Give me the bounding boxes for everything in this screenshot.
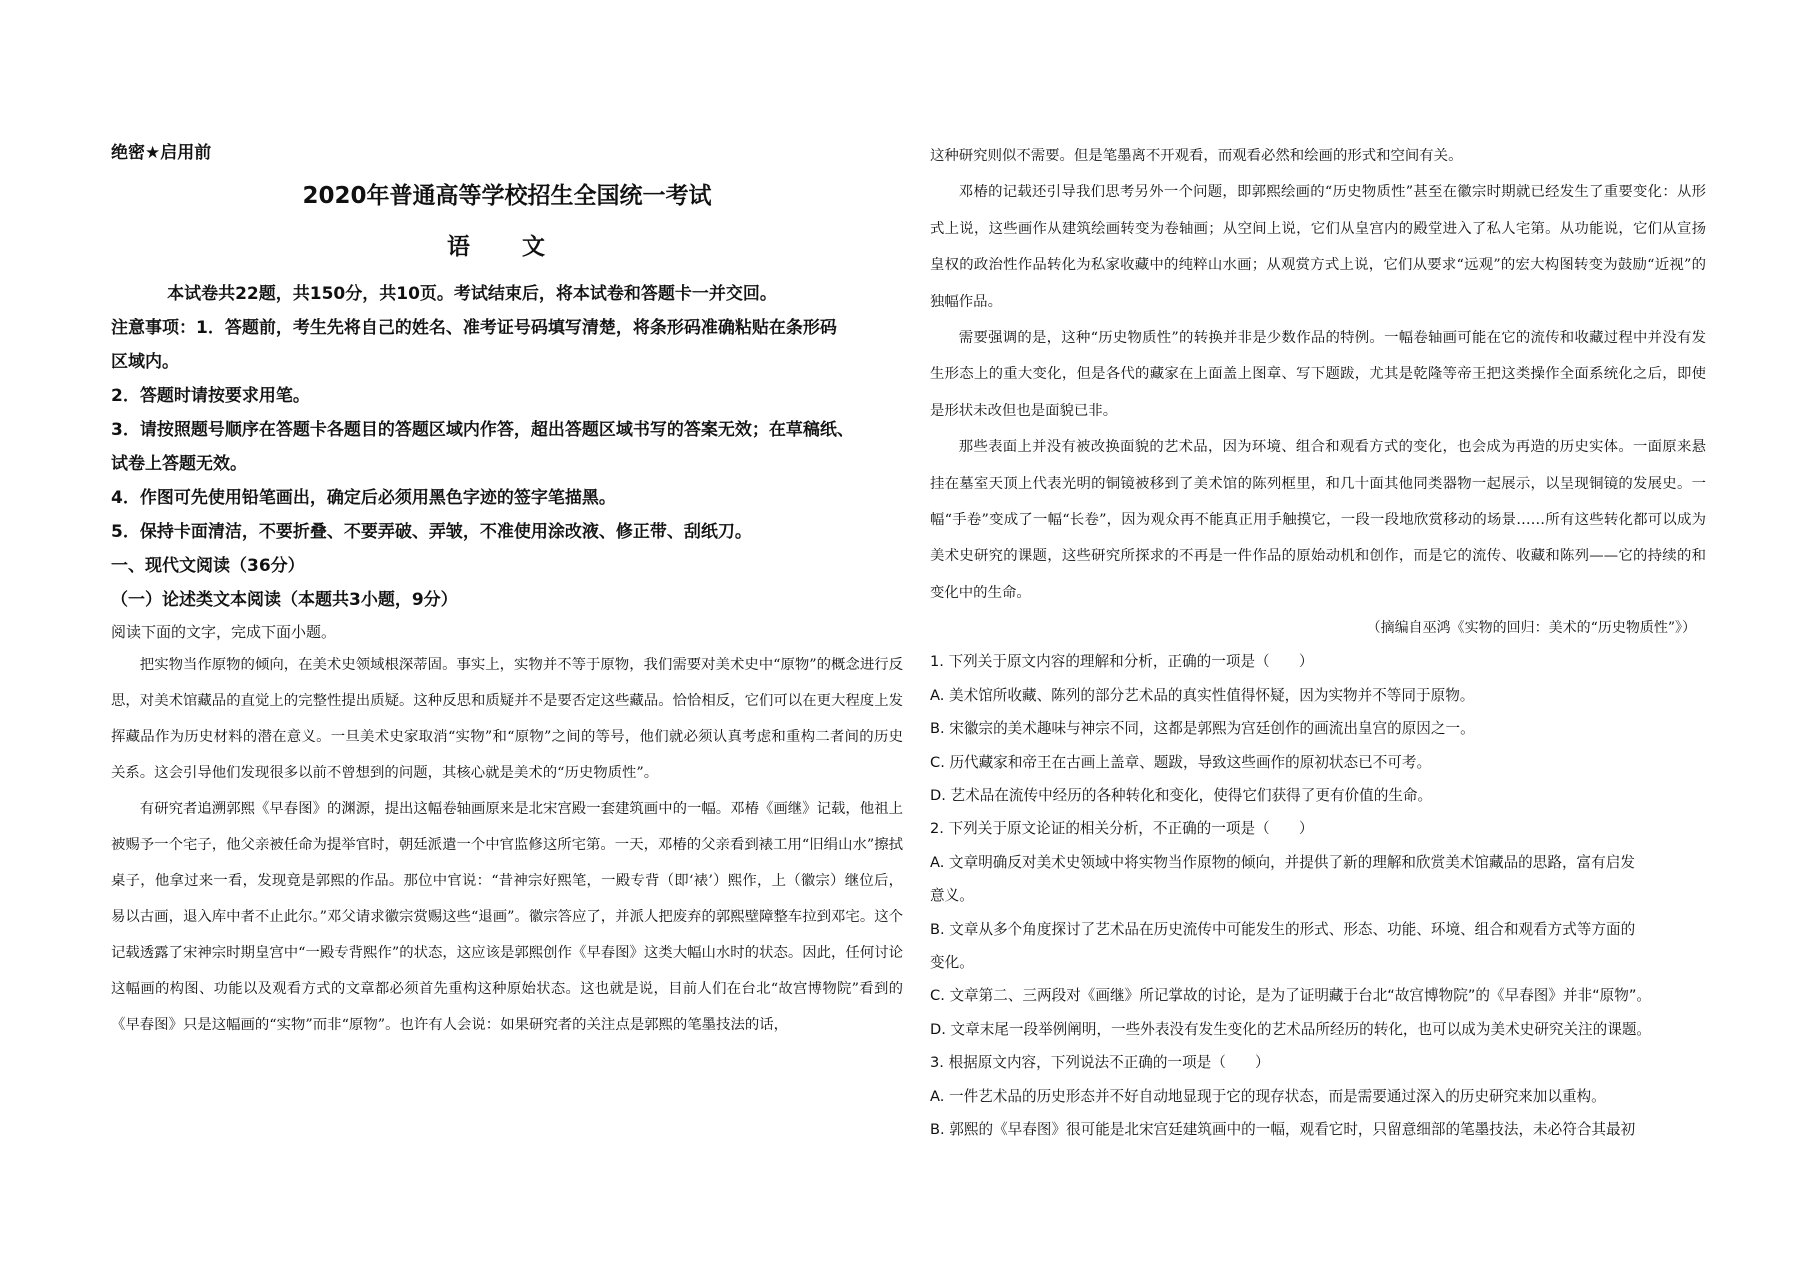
question-2-option-a-cont: 意义。 <box>930 887 974 905</box>
section-subheading: （一）论述类文本阅读（本题共3小题，9分） <box>111 590 458 610</box>
question-3-option-b: B. 郭熙的《早春图》很可能是北宋宫廷建筑画中的一幅，观看它时，只留意细部的笔墨技法，未必符合其最初 <box>930 1120 1636 1138</box>
question-1-option-d: D. 艺术品在流传中经历的各种转化和变化，使得它们获得了更有价值的生命。 <box>930 786 1433 804</box>
note-1-cont: 区域内。 <box>111 352 179 372</box>
question-2-option-b: B. 文章从多个角度探讨了艺术品在历史流传中可能发生的形式、形态、功能、环境、组合和观看方式等方面的 <box>930 920 1636 938</box>
exam-title: 2020年普通高等学校招生全国统一考试 <box>302 183 712 209</box>
question-1-option-c: C. 历代藏家和帝王在古画上盖章、题跋，导致这些画作的原初状态已不可考。 <box>930 753 1432 771</box>
exam-intro: 本试卷共22题，共150分，共10页。考试结束后，将本试卷和答题卡一并交回。 <box>167 284 777 304</box>
passage-source: （摘编自巫鸿《实物的回归：美术的“历史物质性”》） <box>1366 620 1696 637</box>
question-1-option-b: B. 宋徽宗的美术趣味与神宗不同，这都是郭熙为宫廷创作的画流出皇宫的原因之一。 <box>930 720 1475 738</box>
passage-paragraph-4: 需要强调的是，这种“历史物质性”的转换并非是少数作品的特例。一幅卷轴画可能在它的流传和收藏过程中并没有发生形态上的重大变化，但是各代的藏家在上面盖上图章、写下题跋，尤其是乾隆等帝王把这类操作全面系统化之后，即使是形状未改但也是面貌已非。 <box>930 330 1706 419</box>
passage-paragraph-1: 把实物当作原物的倾向，在美术史领域根深蒂固。事实上，实物并不等于原物，我们需要对美术史中“原物”的概念进行反思，对美术馆藏品的直觉上的完整性提出质疑。这种反思和质疑并不是要否定这些藏品。恰恰相反，它们可以在更大程度上发挥藏品作为历史材料的潜在意义。一旦美术史家取消“实物”和“原物”之间的等号，他们就必须认真考虑和重构二者间的历史关系。这会引导他们发现很多以前不曾想到的问题，其核心就是美术的“历史物质性”。 <box>111 657 903 781</box>
section-heading: 一、现代文阅读（36分） <box>111 556 305 576</box>
note-3-cont: 试卷上答题无效。 <box>111 454 247 474</box>
question-3-stem: 3. 根据原文内容，下列说法不正确的一项是（ ） <box>930 1054 1270 1072</box>
question-2-option-c: C. 文章第二、三两段对《画继》所记掌故的讨论，是为了证明藏于台北“故宫博物院”的《早春图》并非“原物”。 <box>930 987 1652 1005</box>
right-column <box>930 138 1706 1146</box>
note-4: 4．作图可先使用铅笔画出，确定后必须用黑色字迹的签字笔描黑。 <box>111 488 616 508</box>
question-1-option-a: A. 美术馆所收藏、陈列的部分艺术品的真实性值得怀疑，因为实物并不等同于原物。 <box>930 686 1475 704</box>
note-1: 注意事项：1．答题前，考生先将自己的姓名、准考证号码填写清楚，将条形码准确粘贴在条形码 <box>111 318 837 338</box>
question-2-option-d: D. 文章末尾一段举例阐明，一些外表没有发生变化的艺术品所经历的转化，也可以成为美术史研究关注的课题。 <box>930 1020 1652 1038</box>
passage-paragraph-2: 有研究者追溯郭熙《早春图》的渊源，提出这幅卷轴画原来是北宋宫殿一套建筑画中的一幅。邓椿《画继》记载，他祖上被赐予一个宅子，他父亲被任命为提举官时，朝廷派遣一个中官监修这所宅第。一天，邓椿的父亲看到裱工用“旧绢山水”擦拭桌子，他拿过来一看，发现竟是郭熙的作品。那位中官说：“昔神宗好熙笔，一殿专背（即‘裱’）熙作，上（徽宗）继位后，易以古画，退入库中者不止此尔。”邓父请求徽宗赏赐这些“退画”。徽宗答应了，并派人把废弃的郭熙壁障整车拉到邓宅。这个记载透露了宋神宗时期皇宫中“一殿专背熙作”的状态，这应该是郭熙创作《早春图》这类大幅山水时的状态。因此，任何讨论这幅画的构图、功能以及观看方式的文章都必须首先重构这种原始状态。这也就是说，目前人们在台北“故宫博物院”看到的《早春图》只是这幅画的“实物”而非“原物”。也许有人会说：如果研究者的关注点是郭熙的笔墨技法的话， <box>111 801 903 1033</box>
left-column <box>111 138 903 1043</box>
reading-directions: 阅读下面的文字，完成下面小题。 <box>111 623 337 641</box>
passage-paragraph-2-cont: 这种研究则似不需要。但是笔墨离不开观看，而观看必然和绘画的形式和空间有关。 <box>930 148 1463 164</box>
question-2-stem: 2. 下列关于原文论证的相关分析，不正确的一项是（ ） <box>930 820 1314 838</box>
note-2: 2．答题时请按要求用笔。 <box>111 386 310 406</box>
question-3-option-a: A. 一件艺术品的历史形态并不好自动地显现于它的现存状态，而是需要通过深入的历史研究来加以重构。 <box>930 1087 1606 1105</box>
question-2-option-b-cont: 变化。 <box>930 953 974 971</box>
passage-paragraph-3: 邓椿的记载还引导我们思考另外一个问题，即郭熙绘画的“历史物质性”甚至在徽宗时期就已经发生了重要变化：从形式上说，这些画作从建筑绘画转变为卷轴画；从空间上说，它们从皇宫内的殿堂进入了私人宅第。从功能说，它们从宣扬皇权的政治性作品转化为私家收藏中的纯粹山水画；从观赏方式上说，它们从要求“远观”的宏大构图转变为鼓励“近视”的独幅作品。 <box>930 184 1706 310</box>
passage-paragraph-5: 那些表面上并没有被改换面貌的艺术品，因为环境、组合和观看方式的变化，也会成为再造的历史实体。一面原来悬挂在墓室天顶上代表光明的铜镜被移到了美术馆的陈列框里，和几十面其他同类器物一起展示，以呈现铜镜的发展史。一幅“手卷”变成了一幅“长卷”，因为观众再不能真正用手触摸它，一段一段地欣赏移动的场景……所有这些转化都可以成为美术史研究的课题，这些研究所探求的不再是一件作品的原始动机和创作，而是它的流传、收藏和陈列——它的持续的和变化中的生命。 <box>930 439 1706 601</box>
question-2-option-a: A. 文章明确反对美术史领域中将实物当作原物的倾向，并提供了新的理解和欣赏美术馆藏品的思路，富有启发 <box>930 853 1635 871</box>
subject-title: 语 文 <box>446 234 567 260</box>
note-3: 3．请按照题号顺序在答题卡各题目的答题区域内作答，超出答题区域书写的答案无效；在草稿纸、 <box>111 420 854 440</box>
secret-label: 绝密★启用前 <box>111 143 212 163</box>
note-5: 5．保持卡面清洁，不要折叠、不要弄破、弄皱，不准使用涂改液、修正带、刮纸刀。 <box>111 522 752 542</box>
question-1-stem: 1. 下列关于原文内容的理解和分析，正确的一项是（ ） <box>930 653 1314 671</box>
